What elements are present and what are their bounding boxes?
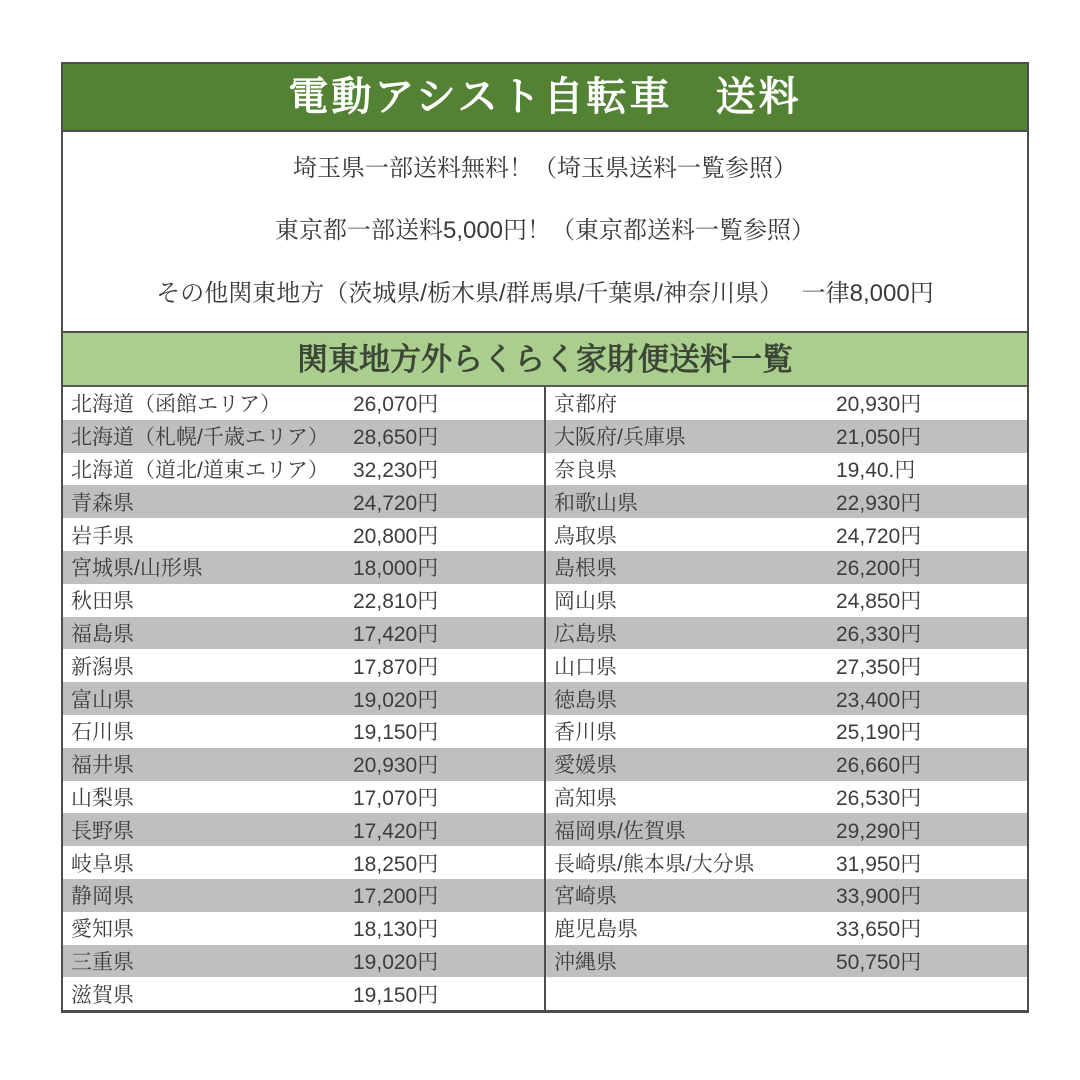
table-row — [63, 453, 544, 486]
page-title: 電動アシスト自転車 送料 — [288, 75, 802, 119]
region-name: 奈良県 — [554, 458, 617, 482]
region-name: 香川県 — [554, 721, 617, 745]
region-name: 福島県 — [71, 622, 134, 646]
region-price: 33,650円 — [836, 918, 922, 942]
table-row — [63, 748, 544, 781]
region-price: 17,420円 — [353, 819, 439, 843]
region-price: 33,900円 — [836, 885, 922, 909]
region-name: 三重県 — [71, 950, 134, 974]
region-name: 富山県 — [71, 688, 134, 712]
region-name: 新潟県 — [71, 655, 134, 679]
table-row — [546, 846, 1027, 879]
region-name: 岡山県 — [554, 590, 617, 614]
region-price: 19,020円 — [353, 950, 439, 974]
table-row — [546, 387, 1027, 420]
region-price: 26,330円 — [836, 622, 922, 646]
region-price: 19,150円 — [353, 983, 439, 1007]
table-row — [546, 551, 1027, 584]
shipping-table-right-column — [546, 387, 1027, 1010]
table-row — [546, 748, 1027, 781]
region-name: 静岡県 — [71, 885, 134, 909]
table-row — [63, 781, 544, 814]
table-row — [63, 387, 544, 420]
region-name: 福井県 — [71, 754, 134, 778]
region-price: 28,650円 — [353, 426, 439, 450]
region-name: 福岡県/佐賀県 — [554, 819, 686, 843]
table-row — [63, 912, 544, 945]
region-price: 24,720円 — [836, 524, 922, 548]
note-saitama: 埼玉県一部送料無料！（埼玉県送料一覧参照） — [293, 155, 797, 183]
table-row — [546, 453, 1027, 486]
region-name: 広島県 — [554, 622, 617, 646]
region-price: 24,850円 — [836, 590, 922, 614]
shipping-table — [63, 387, 1027, 1010]
table-row — [546, 682, 1027, 715]
shipping-fee-sheet — [61, 62, 1029, 1013]
region-name: 高知県 — [554, 786, 617, 810]
region-price: 27,350円 — [836, 655, 922, 679]
table-row — [546, 912, 1027, 945]
region-price: 17,420円 — [353, 622, 439, 646]
region-price: 20,930円 — [836, 393, 922, 417]
region-price: 21,050円 — [836, 426, 922, 450]
table-row — [546, 584, 1027, 617]
region-name: 青森県 — [71, 491, 134, 515]
region-price: 50,750円 — [836, 950, 922, 974]
region-name: 岩手県 — [71, 524, 134, 548]
table-row — [63, 420, 544, 453]
table-row — [546, 715, 1027, 748]
table-row — [63, 977, 544, 1010]
region-name: 滋賀県 — [71, 983, 134, 1007]
shipping-table-left-column — [63, 387, 546, 1010]
table-row — [63, 649, 544, 682]
region-name: 愛媛県 — [554, 754, 617, 778]
table-row — [546, 945, 1027, 978]
note-tokyo: 東京都一部送料5,000円！（東京都送料一覧参照） — [274, 217, 816, 245]
notes-section — [63, 132, 1027, 331]
region-name: 島根県 — [554, 557, 617, 581]
table-title-band — [63, 331, 1027, 387]
region-price: 20,930円 — [353, 754, 439, 778]
table-row — [546, 813, 1027, 846]
region-price: 25,190円 — [836, 721, 922, 745]
region-name: 北海道（札幌/千歳エリア） — [71, 426, 329, 450]
region-name: 山口県 — [554, 655, 617, 679]
region-price: 26,070円 — [353, 393, 439, 417]
table-row — [546, 879, 1027, 912]
region-name: 愛知県 — [71, 918, 134, 942]
table-row — [63, 879, 544, 912]
region-price: 31,950円 — [836, 852, 922, 876]
region-name: 和歌山県 — [554, 491, 638, 515]
table-title: 関東地方外らくらく家財便送料一覧 — [297, 341, 793, 377]
region-name: 北海道（函館エリア） — [71, 393, 281, 417]
region-price: 17,870円 — [353, 655, 439, 679]
note-other-kanto: その他関東地方（茨城県/栃木県/群馬県/千葉県/神奈川県） 一律8,000円 — [156, 279, 934, 307]
table-row — [546, 420, 1027, 453]
table-row — [63, 846, 544, 879]
region-price: 19,40.円 — [836, 458, 916, 482]
region-name: 岐阜県 — [71, 852, 134, 876]
region-price: 29,290円 — [836, 819, 922, 843]
region-price: 20,800円 — [353, 524, 439, 548]
region-price: 26,530円 — [836, 786, 922, 810]
region-name: 長野県 — [71, 819, 134, 843]
region-name: 大阪府/兵庫県 — [554, 426, 686, 450]
region-price: 18,130円 — [353, 918, 439, 942]
region-name: 宮崎県 — [554, 885, 617, 909]
table-row — [546, 781, 1027, 814]
table-row — [63, 584, 544, 617]
region-name: 秋田県 — [71, 590, 134, 614]
region-name: 宮城県/山形県 — [71, 557, 203, 581]
region-price: 19,020円 — [353, 688, 439, 712]
region-price: 32,230円 — [353, 458, 439, 482]
region-name: 鹿児島県 — [554, 918, 638, 942]
title-band — [63, 64, 1027, 132]
region-name: 北海道（道北/道東エリア） — [71, 458, 329, 482]
table-row — [63, 617, 544, 650]
table-row — [63, 945, 544, 978]
region-name: 長崎県/熊本県/大分県 — [554, 852, 755, 876]
region-price: 26,660円 — [836, 754, 922, 778]
region-price: 17,200円 — [353, 885, 439, 909]
table-row — [63, 715, 544, 748]
table-row — [63, 551, 544, 584]
region-name: 徳島県 — [554, 688, 617, 712]
table-row — [63, 518, 544, 551]
region-price: 19,150円 — [353, 721, 439, 745]
table-row — [63, 485, 544, 518]
region-price: 22,930円 — [836, 491, 922, 515]
region-price: 23,400円 — [836, 688, 922, 712]
region-name: 山梨県 — [71, 786, 134, 810]
region-name: 京都府 — [554, 393, 617, 417]
table-row — [546, 518, 1027, 551]
table-row — [546, 649, 1027, 682]
region-price: 18,000円 — [353, 557, 439, 581]
region-price: 24,720円 — [353, 491, 439, 515]
region-price: 17,070円 — [353, 786, 439, 810]
table-row — [546, 617, 1027, 650]
table-row — [546, 485, 1027, 518]
table-row — [546, 977, 1027, 1010]
region-name: 鳥取県 — [554, 524, 617, 548]
region-name: 石川県 — [71, 721, 134, 745]
region-name: 沖縄県 — [554, 950, 617, 974]
region-price: 26,200円 — [836, 557, 922, 581]
region-price: 22,810円 — [353, 590, 439, 614]
table-row — [63, 813, 544, 846]
table-row — [63, 682, 544, 715]
region-price: 18,250円 — [353, 852, 439, 876]
